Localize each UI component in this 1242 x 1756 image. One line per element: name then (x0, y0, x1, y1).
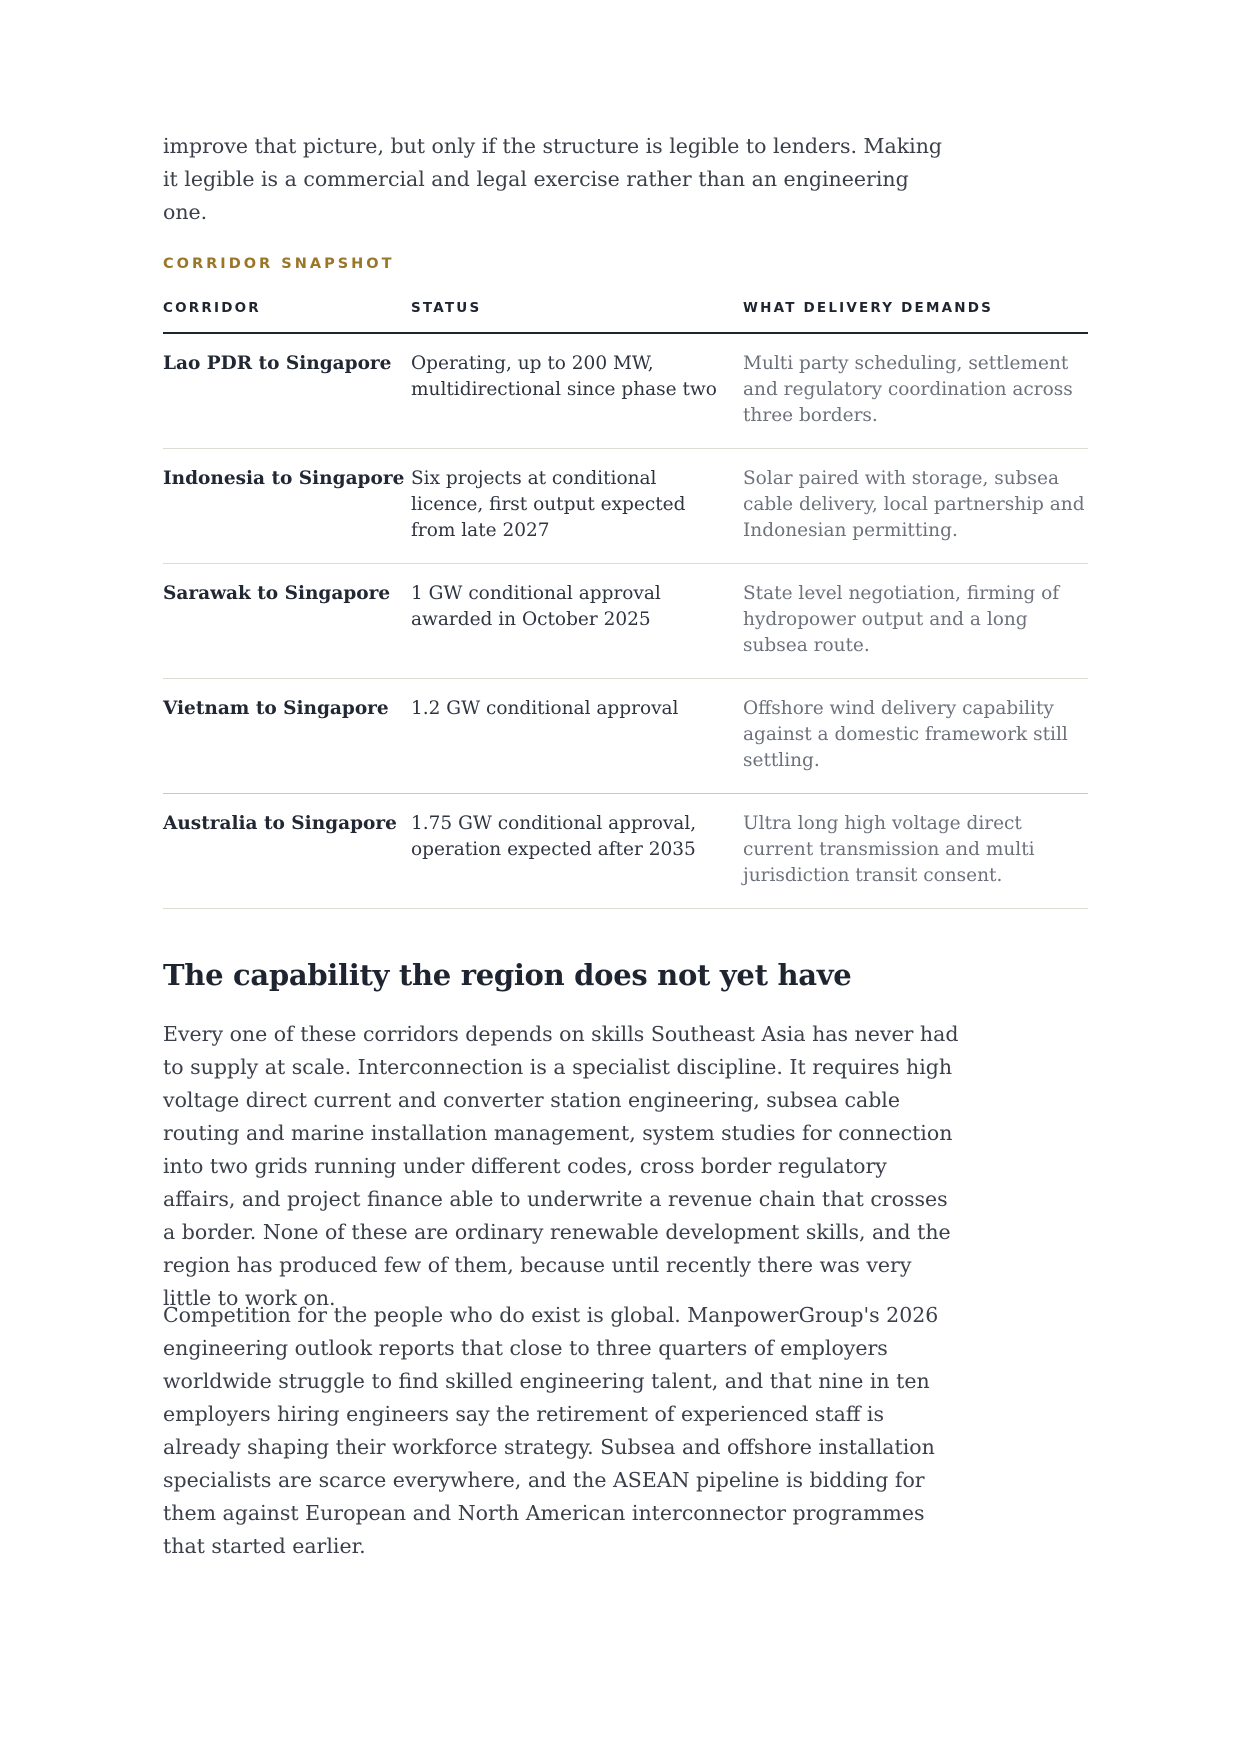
delivery-demands-cell: Multi party scheduling, settlement and regulatory coordination across three borders. (743, 333, 1088, 449)
status-cell: 1.75 GW conditional approval, operation expected after 2035 (411, 794, 743, 909)
column-header-status: STATUS (411, 296, 743, 333)
status-cell: Six projects at conditional licence, first output expected from late 2027 (411, 449, 743, 564)
status-cell: 1.2 GW conditional approval (411, 679, 743, 794)
body-paragraph: Competition for the people who do exist is global. ManpowerGroup's 2026 engineering outlook reports that close to three quarters of employers worldwide struggle to find skilled engineering talent, and that nine in ten employers hiring engineers say the retirement of experienced staff is already shaping their workforce strategy. Subsea and offshore installation specialists are scarce everywhere, and the ASEAN pipeline is bidding for them against European and North American interconnector programmes that started earlier. (163, 1303, 939, 1558)
corridor-cell: Australia to Singapore (163, 794, 411, 909)
corridor-snapshot-table (163, 296, 1088, 909)
table-row (163, 333, 1088, 449)
status-cell: Operating, up to 200 MW, multidirectional since phase two (411, 333, 743, 449)
corridor-cell: Vietnam to Singapore (163, 679, 411, 794)
corridor-cell: Lao PDR to Singapore (163, 333, 411, 449)
delivery-demands-cell: Offshore wind delivery capability against a domestic framework still settling. (743, 679, 1088, 794)
table-row (163, 794, 1088, 909)
table-header-row (163, 296, 1088, 333)
column-header-delivery-demands: WHAT DELIVERY DEMANDS (743, 296, 1088, 333)
section-heading: The capability the region does not yet have (163, 958, 852, 992)
intro-paragraph: improve that picture, but only if the structure is legible to lenders. Making it legible is a commercial and legal exercise rather than an engineering one. (163, 134, 943, 224)
column-header-corridor: CORRIDOR (163, 296, 411, 333)
body-paragraph: Every one of these corridors depends on skills Southeast Asia has never had to supply at scale. Interconnection is a specialist discipline. It requires high voltage direct current and converter station engineering, subsea cable routing and marine installation management, system studies for connection into two grids running under different codes, cross border regulatory affairs, and project finance able to underwrite a revenue chain that crosses a border. None of these are ordinary renewable development skills, and the region has produced few of them, because until recently there was very little to work on. (163, 1022, 959, 1310)
table-row (163, 564, 1088, 679)
corridor-cell: Sarawak to Singapore (163, 564, 411, 679)
delivery-demands-cell: State level negotiation, firming of hydropower output and a long subsea route. (743, 564, 1088, 679)
corridor-cell: Indonesia to Singapore (163, 449, 411, 564)
table-row (163, 679, 1088, 794)
delivery-demands-cell: Ultra long high voltage direct current transmission and multi jurisdiction transit consent. (743, 794, 1088, 909)
table-eyebrow-label: CORRIDOR SNAPSHOT (163, 256, 395, 272)
status-cell: 1 GW conditional approval awarded in October 2025 (411, 564, 743, 679)
delivery-demands-cell: Solar paired with storage, subsea cable delivery, local partnership and Indonesian permitting. (743, 449, 1088, 564)
table-row (163, 449, 1088, 564)
